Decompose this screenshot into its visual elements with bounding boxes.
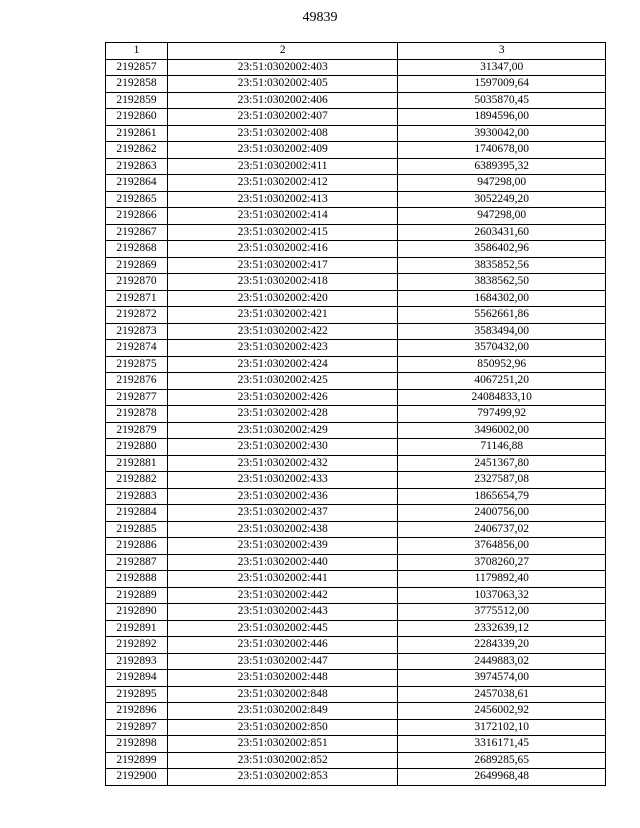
table-row	[106, 224, 606, 241]
cell-cadastral-number: 23:51:0302002:412	[167, 175, 398, 192]
cell-cadastral-number: 23:51:0302002:443	[167, 604, 398, 621]
table-row	[106, 109, 606, 126]
table-row	[106, 290, 606, 307]
table-row	[106, 521, 606, 538]
cell-number: 2192891	[106, 620, 168, 637]
cell-number: 2192869	[106, 257, 168, 274]
cell-value: 4067251,20	[398, 373, 606, 390]
table-row	[106, 472, 606, 489]
cell-cadastral-number: 23:51:0302002:436	[167, 488, 398, 505]
cell-value: 3775512,00	[398, 604, 606, 621]
table-row	[106, 637, 606, 654]
cell-number: 2192875	[106, 356, 168, 373]
cell-value: 947298,00	[398, 175, 606, 192]
table-row	[106, 307, 606, 324]
table-row	[106, 653, 606, 670]
cell-cadastral-number: 23:51:0302002:403	[167, 59, 398, 76]
cell-cadastral-number: 23:51:0302002:441	[167, 571, 398, 588]
cell-number: 2192897	[106, 719, 168, 736]
cell-number: 2192884	[106, 505, 168, 522]
page-number: 49839	[302, 10, 338, 25]
cell-number: 2192858	[106, 76, 168, 93]
cell-value: 1037063,32	[398, 587, 606, 604]
cell-cadastral-number: 23:51:0302002:853	[167, 769, 398, 786]
cell-cadastral-number: 23:51:0302002:424	[167, 356, 398, 373]
table-row	[106, 175, 606, 192]
cell-cadastral-number: 23:51:0302002:446	[167, 637, 398, 654]
cell-value: 5562661,86	[398, 307, 606, 324]
table-row	[106, 59, 606, 76]
cell-value: 1179892,40	[398, 571, 606, 588]
cell-cadastral-number: 23:51:0302002:407	[167, 109, 398, 126]
cell-cadastral-number: 23:51:0302002:411	[167, 158, 398, 175]
cell-cadastral-number: 23:51:0302002:848	[167, 686, 398, 703]
column-header-3: 3	[398, 43, 606, 60]
cell-value: 1894596,00	[398, 109, 606, 126]
cell-value: 3930042,00	[398, 125, 606, 142]
table-row	[106, 439, 606, 456]
table-row	[106, 670, 606, 687]
table-row	[106, 736, 606, 753]
column-header-2: 2	[167, 43, 398, 60]
cell-value: 2689285,65	[398, 752, 606, 769]
cell-number: 2192871	[106, 290, 168, 307]
cell-cadastral-number: 23:51:0302002:438	[167, 521, 398, 538]
cell-cadastral-number: 23:51:0302002:417	[167, 257, 398, 274]
cell-number: 2192882	[106, 472, 168, 489]
cell-cadastral-number: 23:51:0302002:421	[167, 307, 398, 324]
cell-value: 24084833,10	[398, 389, 606, 406]
cell-cadastral-number: 23:51:0302002:406	[167, 92, 398, 109]
column-header-1: 1	[106, 43, 168, 60]
table-row	[106, 620, 606, 637]
cell-cadastral-number: 23:51:0302002:439	[167, 538, 398, 555]
table-row	[106, 538, 606, 555]
table-header	[106, 43, 606, 60]
cell-number: 2192889	[106, 587, 168, 604]
cell-number: 2192857	[106, 59, 168, 76]
cell-cadastral-number: 23:51:0302002:428	[167, 406, 398, 423]
table-row	[106, 340, 606, 357]
cell-cadastral-number: 23:51:0302002:852	[167, 752, 398, 769]
cell-cadastral-number: 23:51:0302002:408	[167, 125, 398, 142]
cell-cadastral-number: 23:51:0302002:851	[167, 736, 398, 753]
cell-number: 2192874	[106, 340, 168, 357]
cell-value: 3835852,56	[398, 257, 606, 274]
cell-number: 2192866	[106, 208, 168, 225]
cell-value: 3764856,00	[398, 538, 606, 555]
cell-number: 2192898	[106, 736, 168, 753]
table-row	[106, 752, 606, 769]
cell-number: 2192879	[106, 422, 168, 439]
table-row	[106, 422, 606, 439]
cell-value: 31347,00	[398, 59, 606, 76]
table-row	[106, 703, 606, 720]
cell-value: 2332639,12	[398, 620, 606, 637]
cell-value: 3052249,20	[398, 191, 606, 208]
data-table	[105, 42, 606, 786]
cell-number: 2192873	[106, 323, 168, 340]
cell-number: 2192883	[106, 488, 168, 505]
cell-value: 3974574,00	[398, 670, 606, 687]
cell-number: 2192886	[106, 538, 168, 555]
table-body	[106, 59, 606, 785]
cell-number: 2192900	[106, 769, 168, 786]
cell-value: 3570432,00	[398, 340, 606, 357]
cell-value: 2451367,80	[398, 455, 606, 472]
cell-number: 2192899	[106, 752, 168, 769]
table-row	[106, 323, 606, 340]
cell-cadastral-number: 23:51:0302002:420	[167, 290, 398, 307]
cell-number: 2192867	[106, 224, 168, 241]
cell-number: 2192894	[106, 670, 168, 687]
cell-cadastral-number: 23:51:0302002:429	[167, 422, 398, 439]
cell-value: 3496002,00	[398, 422, 606, 439]
table-row	[106, 571, 606, 588]
cell-number: 2192890	[106, 604, 168, 621]
cell-cadastral-number: 23:51:0302002:425	[167, 373, 398, 390]
cell-cadastral-number: 23:51:0302002:415	[167, 224, 398, 241]
table-row	[106, 505, 606, 522]
cell-number: 2192861	[106, 125, 168, 142]
cell-value: 1740678,00	[398, 142, 606, 159]
cell-value: 2406737,02	[398, 521, 606, 538]
table-row	[106, 455, 606, 472]
cell-value: 2456002,92	[398, 703, 606, 720]
cell-cadastral-number: 23:51:0302002:433	[167, 472, 398, 489]
table-row	[106, 92, 606, 109]
cell-value: 3708260,27	[398, 554, 606, 571]
cell-cadastral-number: 23:51:0302002:413	[167, 191, 398, 208]
cell-value: 2649968,48	[398, 769, 606, 786]
cell-number: 2192860	[106, 109, 168, 126]
cell-cadastral-number: 23:51:0302002:416	[167, 241, 398, 258]
cell-number: 2192887	[106, 554, 168, 571]
table-row	[106, 719, 606, 736]
cell-number: 2192876	[106, 373, 168, 390]
cell-number: 2192870	[106, 274, 168, 291]
table-row	[106, 554, 606, 571]
cell-value: 2457038,61	[398, 686, 606, 703]
cell-cadastral-number: 23:51:0302002:448	[167, 670, 398, 687]
cell-cadastral-number: 23:51:0302002:432	[167, 455, 398, 472]
table-row	[106, 769, 606, 786]
cell-cadastral-number: 23:51:0302002:442	[167, 587, 398, 604]
cell-cadastral-number: 23:51:0302002:409	[167, 142, 398, 159]
table-row	[106, 587, 606, 604]
cell-number: 2192895	[106, 686, 168, 703]
table-row	[106, 488, 606, 505]
cell-number: 2192864	[106, 175, 168, 192]
cell-number: 2192888	[106, 571, 168, 588]
table-row	[106, 125, 606, 142]
cell-cadastral-number: 23:51:0302002:430	[167, 439, 398, 456]
cell-number: 2192893	[106, 653, 168, 670]
cell-cadastral-number: 23:51:0302002:423	[167, 340, 398, 357]
cell-cadastral-number: 23:51:0302002:447	[167, 653, 398, 670]
cell-value: 3172102,10	[398, 719, 606, 736]
cell-value: 1684302,00	[398, 290, 606, 307]
table-row	[106, 604, 606, 621]
cell-value: 3583494,00	[398, 323, 606, 340]
cell-cadastral-number: 23:51:0302002:445	[167, 620, 398, 637]
cell-number: 2192892	[106, 637, 168, 654]
cell-value: 1597009,64	[398, 76, 606, 93]
cell-value: 2284339,20	[398, 637, 606, 654]
cell-number: 2192896	[106, 703, 168, 720]
table-row	[106, 686, 606, 703]
table-row	[106, 356, 606, 373]
cell-value: 2327587,08	[398, 472, 606, 489]
cell-value: 3586402,96	[398, 241, 606, 258]
table-row	[106, 76, 606, 93]
cell-number: 2192881	[106, 455, 168, 472]
header-row	[106, 43, 606, 60]
cell-value: 850952,96	[398, 356, 606, 373]
table-row	[106, 373, 606, 390]
table-row	[106, 389, 606, 406]
cell-number: 2192862	[106, 142, 168, 159]
cell-number: 2192878	[106, 406, 168, 423]
cell-value: 6389395,32	[398, 158, 606, 175]
cell-value: 947298,00	[398, 208, 606, 225]
cell-value: 3316171,45	[398, 736, 606, 753]
cell-number: 2192859	[106, 92, 168, 109]
cell-cadastral-number: 23:51:0302002:405	[167, 76, 398, 93]
cell-number: 2192868	[106, 241, 168, 258]
cell-cadastral-number: 23:51:0302002:426	[167, 389, 398, 406]
cell-cadastral-number: 23:51:0302002:437	[167, 505, 398, 522]
cell-cadastral-number: 23:51:0302002:849	[167, 703, 398, 720]
cell-number: 2192880	[106, 439, 168, 456]
cell-number: 2192863	[106, 158, 168, 175]
cell-number: 2192877	[106, 389, 168, 406]
cell-number: 2192872	[106, 307, 168, 324]
cell-value: 5035870,45	[398, 92, 606, 109]
cell-value: 1865654,79	[398, 488, 606, 505]
cell-number: 2192885	[106, 521, 168, 538]
cell-value: 2400756,00	[398, 505, 606, 522]
cell-cadastral-number: 23:51:0302002:418	[167, 274, 398, 291]
cell-value: 2603431,60	[398, 224, 606, 241]
table-row	[106, 142, 606, 159]
table-row	[106, 274, 606, 291]
cell-value: 797499,92	[398, 406, 606, 423]
cell-number: 2192865	[106, 191, 168, 208]
table-row	[106, 208, 606, 225]
table-row	[106, 257, 606, 274]
cell-value: 71146,88	[398, 439, 606, 456]
cell-cadastral-number: 23:51:0302002:422	[167, 323, 398, 340]
cell-cadastral-number: 23:51:0302002:414	[167, 208, 398, 225]
cell-value: 3838562,50	[398, 274, 606, 291]
table-row	[106, 406, 606, 423]
table-row	[106, 158, 606, 175]
table-row	[106, 191, 606, 208]
table-row	[106, 241, 606, 258]
cell-value: 2449883,02	[398, 653, 606, 670]
cell-cadastral-number: 23:51:0302002:440	[167, 554, 398, 571]
cell-cadastral-number: 23:51:0302002:850	[167, 719, 398, 736]
